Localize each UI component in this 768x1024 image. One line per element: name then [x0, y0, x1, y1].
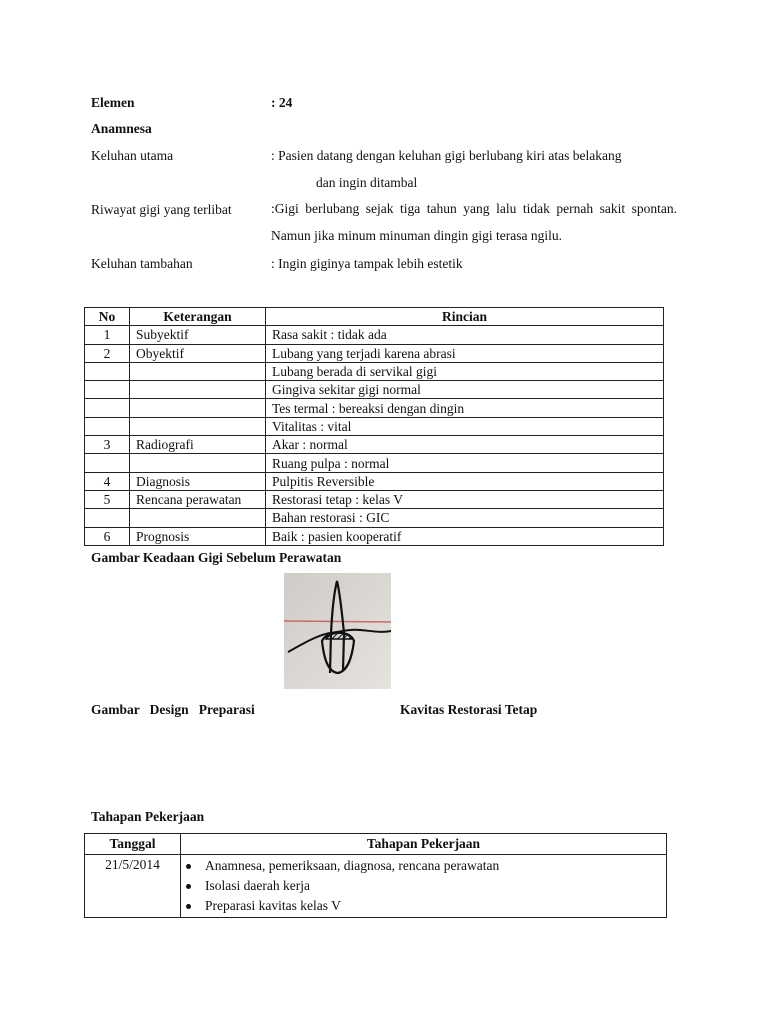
keluhan-tambahan-label: Keluhan tambahan — [91, 256, 193, 271]
tooth-sketch-photo — [284, 573, 391, 689]
row-keterangan: Obyektif — [130, 344, 266, 362]
row-steps — [181, 855, 667, 918]
row-keterangan: Subyektif — [130, 326, 266, 344]
bullet-icon — [186, 904, 191, 909]
table-row — [85, 509, 664, 527]
list-item — [186, 876, 665, 896]
header-keterangan: Keterangan — [130, 308, 266, 326]
row-rincian: Gingiva sekitar gigi normal — [266, 381, 664, 399]
keluhan-tambahan-value: : Ingin giginya tampak lebih estetik — [271, 256, 463, 271]
row-keterangan — [130, 381, 266, 399]
row-no: 6 — [85, 527, 130, 545]
table-row — [85, 855, 667, 918]
keluhan-utama-label: Keluhan utama — [91, 148, 174, 163]
anamnesa-heading: Anamnesa — [91, 121, 152, 136]
keluhan-utama-value-cont: dan ingin ditambal — [316, 175, 418, 190]
row-no: 5 — [85, 490, 130, 508]
elemen-label: Elemen — [91, 95, 135, 110]
bullet-icon — [186, 864, 191, 869]
step-text: Anamnesa, pemeriksaan, diagnosa, rencana perawatan — [205, 858, 500, 873]
row-rincian: Rasa sakit : tidak ada — [266, 326, 664, 344]
row-no: 4 — [85, 472, 130, 490]
exam-table-header — [85, 308, 664, 326]
row-no: 2 — [85, 344, 130, 362]
row-no: 1 — [85, 326, 130, 344]
table-row — [85, 362, 664, 380]
row-rincian: Akar : normal — [266, 436, 664, 454]
row-no — [85, 381, 130, 399]
row-keterangan — [130, 362, 266, 380]
header-tanggal: Tanggal — [85, 834, 181, 855]
row-rincian: Restorasi tetap : kelas V — [266, 490, 664, 508]
row-keterangan: Rencana perawatan — [130, 490, 266, 508]
table-row — [85, 399, 664, 417]
table-row — [85, 454, 664, 472]
table-row — [85, 436, 664, 454]
row-no — [85, 417, 130, 435]
list-item — [186, 896, 665, 916]
list-item — [186, 856, 665, 876]
tahapan-heading: Tahapan Pekerjaan — [91, 809, 205, 824]
row-keterangan: Radiografi — [130, 436, 266, 454]
row-rincian: Baik : pasien kooperatif — [266, 527, 664, 545]
row-keterangan — [130, 417, 266, 435]
riwayat-label: Riwayat gigi yang terlibat — [91, 202, 232, 217]
table-row — [85, 490, 664, 508]
row-date: 21/5/2014 — [85, 855, 181, 918]
elemen-value: : 24 — [271, 95, 293, 110]
keluhan-utama-value: : Pasien datang dengan keluhan gigi berlubang kiri atas belakang — [271, 148, 622, 163]
row-no — [85, 454, 130, 472]
row-keterangan — [130, 454, 266, 472]
bullet-icon — [186, 884, 191, 889]
design-cavity-caption: Kavitas Restorasi Tetap — [400, 702, 538, 717]
row-keterangan: Prognosis — [130, 527, 266, 545]
row-rincian: Tes termal : bereaksi dengan dingin — [266, 399, 664, 417]
figure-before-caption: Gambar Keadaan Gigi Sebelum Perawatan — [91, 550, 342, 565]
row-keterangan: Diagnosis — [130, 472, 266, 490]
steps-list — [182, 856, 665, 916]
step-text: Isolasi daerah kerja — [205, 878, 310, 893]
row-rincian: Lubang berada di servikal gigi — [266, 362, 664, 380]
row-rincian: Bahan restorasi : GIC — [266, 509, 664, 527]
header-tahapan: Tahapan Pekerjaan — [181, 834, 667, 855]
row-rincian: Pulpitis Reversible — [266, 472, 664, 490]
table-row — [85, 527, 664, 545]
row-no: 3 — [85, 436, 130, 454]
row-keterangan — [130, 399, 266, 417]
tahapan-table — [84, 833, 667, 918]
tahapan-table-header — [85, 834, 667, 855]
row-no — [85, 509, 130, 527]
header-rincian: Rincian — [266, 308, 664, 326]
table-row — [85, 326, 664, 344]
row-no — [85, 399, 130, 417]
row-no — [85, 362, 130, 380]
exam-table — [84, 307, 664, 546]
table-row — [85, 344, 664, 362]
row-rincian: Ruang pulpa : normal — [266, 454, 664, 472]
riwayat-value: :Gigi berlubang sejak tiga tahun yang lalu tidak pernah sakit spontan. Namun jika minum minuman dingin gigi terasa ngilu. — [271, 201, 677, 243]
row-rincian: Vitalitas : vital — [266, 417, 664, 435]
design-caption: Gambar Design Preparasi — [91, 702, 255, 717]
table-row — [85, 472, 664, 490]
table-row — [85, 417, 664, 435]
table-row — [85, 381, 664, 399]
row-keterangan — [130, 509, 266, 527]
header-no: No — [85, 308, 130, 326]
row-rincian: Lubang yang terjadi karena abrasi — [266, 344, 664, 362]
step-text: Preparasi kavitas kelas V — [205, 898, 341, 913]
